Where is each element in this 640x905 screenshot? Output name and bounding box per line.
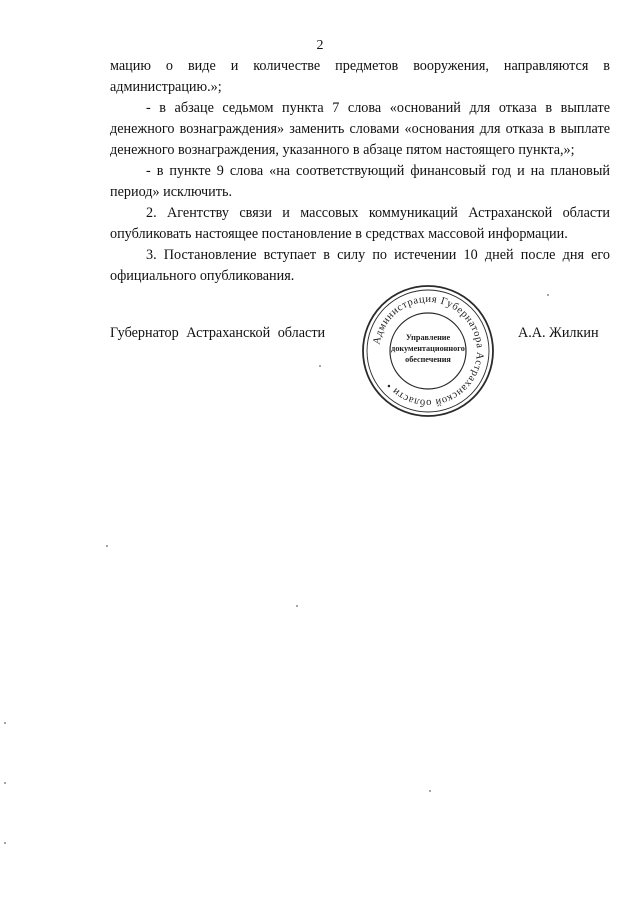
signature-role: Губернатор Астраханской области bbox=[110, 325, 326, 341]
page-number: 2 bbox=[316, 38, 324, 53]
scan-speck bbox=[547, 294, 549, 296]
scan-speck bbox=[429, 790, 431, 792]
seal-ring-text: Администрация Губернатора Астраханской области • bbox=[371, 293, 486, 409]
seal-center-line-2: документационного bbox=[391, 344, 465, 353]
document-body bbox=[110, 56, 610, 287]
scan-speck bbox=[106, 545, 108, 547]
seal-center-line-1: Управление bbox=[405, 333, 451, 342]
official-seal bbox=[360, 283, 496, 419]
paragraph-continuation: мацию о виде и количестве предметов вооружения, направляются в администрацию.»; bbox=[110, 58, 610, 95]
scan-speck bbox=[296, 605, 298, 607]
scan-speck bbox=[319, 365, 321, 367]
paragraph-publication-order: 2. Агентству связи и массовых коммуникаций Астраханской области опубликовать настоящее постановление в средствах массовой информации. bbox=[110, 205, 610, 242]
scan-speck bbox=[4, 782, 6, 784]
paragraph-amendment-point-7: - в абзаце седьмом пункта 7 слова «оснований для отказа в выплате денежного вознаграждения» заменить словами «основания для отказа в выплате денежного вознаграждения, указанного в абзаце пятом настоящего пункта,»; bbox=[110, 100, 610, 158]
paragraph-amendment-point-9: - в пункте 9 слова «на соответствующий финансовый год и на плановый период» исключить. bbox=[110, 163, 610, 200]
scan-speck bbox=[4, 722, 6, 724]
paragraph-effective-date: 3. Постановление вступает в силу по истечении 10 дней после дня его официального опубликования. bbox=[110, 247, 610, 284]
scan-speck bbox=[4, 842, 6, 844]
seal-center-line-3: обеспечения bbox=[405, 355, 451, 364]
signature-name: А.А. Жилкин bbox=[518, 325, 599, 341]
